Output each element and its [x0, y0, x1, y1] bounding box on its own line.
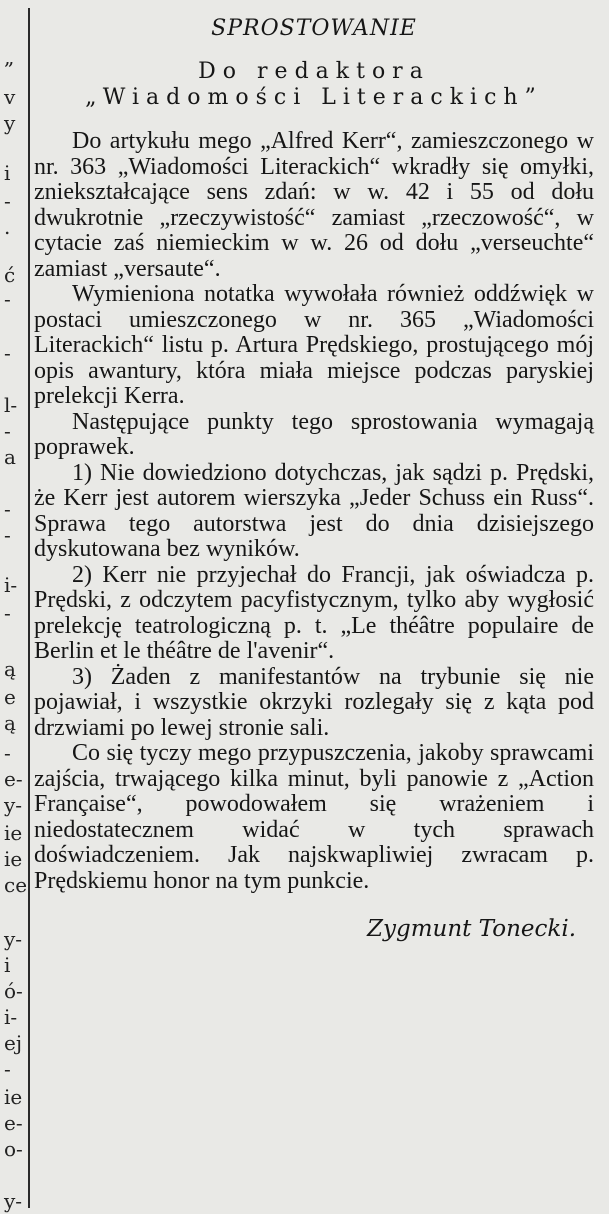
- fragment: y-: [4, 927, 23, 951]
- fragment: ej: [4, 1031, 23, 1055]
- fragment: -: [4, 341, 11, 365]
- fragment: e-: [4, 767, 23, 791]
- fragment: a: [4, 445, 16, 469]
- article: [34, 14, 594, 942]
- fragment: ie: [4, 1085, 23, 1109]
- fragment: i: [4, 161, 11, 185]
- fragment: ie: [4, 821, 23, 845]
- fragment: y-: [4, 793, 23, 817]
- addressee-line-1: Do redaktora: [198, 59, 430, 84]
- fragment: v: [4, 85, 16, 109]
- fragment: -: [4, 497, 11, 521]
- paragraph-points-intro: Następujące punkty tego sprostowania wymagają poprawek.: [34, 408, 594, 460]
- fragment: -: [4, 419, 11, 443]
- fragment: ie: [4, 847, 23, 871]
- adjacent-column-fragments: [0, 0, 28, 1214]
- fragment: .: [4, 215, 11, 239]
- article-body: [34, 129, 594, 894]
- fragment: -: [4, 601, 11, 625]
- fragment: -: [4, 523, 11, 547]
- paragraph-correction: Do artykułu mego „Alfred Kerr“, zamieszczonego w nr. 363 „Wiadomości Literackich“ wkradły się omyłki, zniekształcające sens zdań: w w. 42 i 55 od dołu dwukrotnie „rzeczywistość“ zamiast „rzeczowość“, w cytacie zaś niemieckim w w. 26 od dołu „verseuchte“ zamiast „versaute“.: [34, 128, 594, 282]
- fragment: l-: [4, 393, 18, 417]
- fragment: e-: [4, 1111, 23, 1135]
- fragment: ą: [4, 711, 16, 735]
- fragment: y-: [4, 1189, 23, 1213]
- paragraph-point-2: 2) Kerr nie przyjechał do Francji, jak oświadcza p. Prędski, z odczytem pacyfistycznym, tylko aby wygłosić prelekcję teatrologiczną p. t. „Le théâtre populaire de Berlin et le théâtre de l'avenir“.: [34, 561, 594, 664]
- fragment: ą: [4, 657, 16, 681]
- fragment: -: [4, 1057, 11, 1081]
- article-heading: SPROSTOWANIE: [211, 16, 417, 41]
- paragraph-point-3: 3) Żaden z manifestantów na trybunie się nie pojawiał, i wszystkie okrzyki rozlegały się z kąta pod drzwiami po lewej stronie sali.: [34, 663, 594, 741]
- fragment: i-: [4, 573, 18, 597]
- fragment: i: [4, 953, 11, 977]
- fragment: e: [4, 685, 16, 709]
- fragment: -: [4, 741, 11, 765]
- fragment: ce: [4, 873, 28, 897]
- column-rule: [28, 8, 30, 1208]
- fragment: y: [4, 111, 16, 135]
- fragment: „: [4, 45, 15, 69]
- fragment: i-: [4, 1005, 18, 1029]
- paragraph-conclusion: Co się tyczy mego przypuszczenia, jakoby sprawcami zajścia, trwającego kilka minut, byli panowie z „Action Française“, powodowałem się wrażeniem i niedostatecznem widać w tych sprawach doświadczeniem. Jak najskwapliwiej zwracam p. Prędskiemu honor na tym punkcie.: [34, 740, 594, 894]
- fragment: -: [4, 189, 11, 213]
- fragment: ć: [4, 263, 16, 287]
- fragment: ó-: [4, 979, 23, 1003]
- fragment: -: [4, 287, 11, 311]
- paragraph-response: Wymieniona notatka wywołała również oddźwięk w postaci umieszczonego w nr. 365 „Wiadomości Literackich“ listu p. Artura Prędskiego, prostującego mój opis awantury, która miała miejsce podczas paryskiej prelekcji Kerra.: [34, 281, 594, 409]
- paragraph-point-1: 1) Nie dowiedziono dotychczas, jak sądzi p. Prędski, że Kerr jest autorem wierszyka „Jeder Schuss ein Russ“. Sprawa tego autorstwa jest do dnia dzisiejszego dyskutowana bez wyników.: [34, 459, 594, 562]
- fragment: o-: [4, 1137, 23, 1161]
- addressee-line-2: „Wiadomości Literackich”: [85, 85, 543, 110]
- author-signature: Zygmunt Tonecki.: [367, 916, 576, 942]
